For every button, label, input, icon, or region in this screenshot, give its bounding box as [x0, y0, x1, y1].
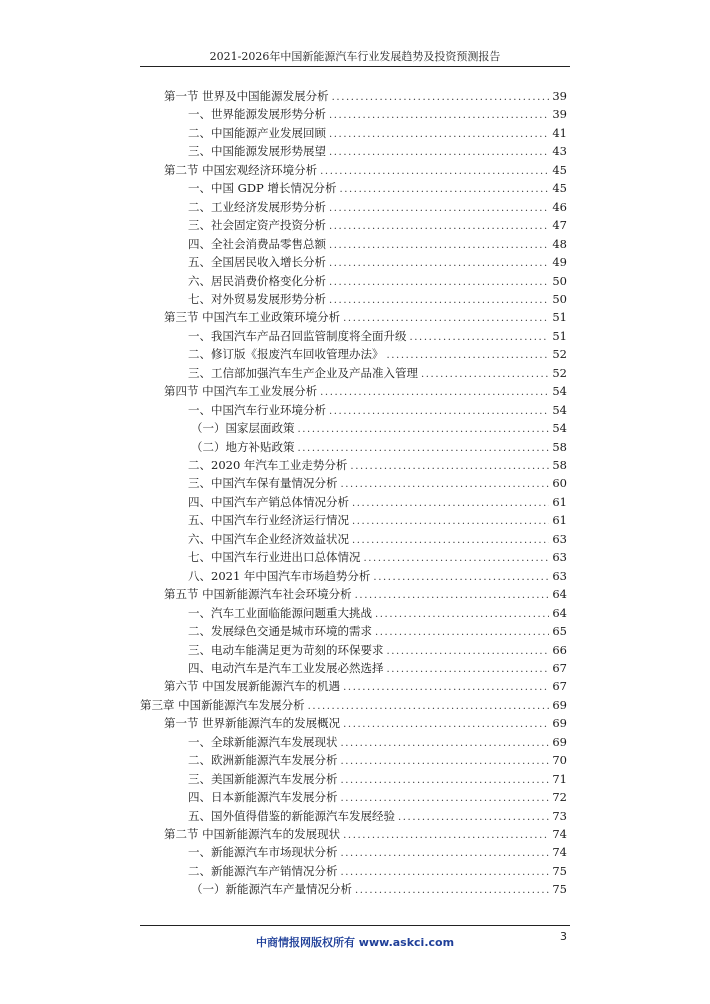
toc-dot-leader [387, 347, 550, 365]
toc-entry-title: 一、中国 GDP 增长情况分析 [188, 181, 337, 196]
toc-entry[interactable] [188, 548, 567, 566]
toc-entry[interactable] [188, 474, 567, 492]
toc-entry-title: 第六节 中国发展新能源汽车的机遇 [164, 679, 341, 694]
toc-entry[interactable] [188, 253, 567, 271]
toc-entry[interactable] [188, 733, 567, 751]
toc-entry-page: 72 [552, 790, 567, 805]
toc-entry[interactable] [188, 235, 567, 253]
toc-entry-title: 第三节 中国汽车工业政策环境分析 [164, 310, 341, 325]
toc-entry[interactable] [188, 142, 567, 160]
toc-entry-page: 75 [552, 863, 567, 878]
toc-dot-leader [320, 384, 549, 402]
toc-dot-leader [341, 772, 550, 790]
toc-entry-page: 50 [552, 291, 567, 306]
toc-dot-leader [410, 329, 550, 347]
toc-dot-leader [343, 679, 549, 697]
toc-entry-title: 三、中国能源发展形势展望 [188, 144, 326, 159]
toc-entry-page: 52 [552, 347, 567, 362]
toc-entry-page: 63 [552, 568, 567, 583]
toc-entry[interactable] [164, 382, 567, 400]
toc-dot-leader [341, 476, 550, 494]
toc-entry-title: 五、中国汽车行业经济运行情况 [188, 513, 349, 528]
toc-entry[interactable] [188, 807, 567, 825]
toc-dot-leader [352, 495, 549, 513]
toc-entry[interactable] [188, 105, 567, 123]
toc-entry-page: 66 [552, 642, 567, 657]
toc-entry[interactable] [188, 124, 567, 142]
toc-entry-title: 二、中国能源产业发展回顾 [188, 125, 326, 140]
toc-dot-leader [329, 237, 549, 255]
toc-entry-page: 75 [552, 882, 567, 897]
toc-entry[interactable] [164, 585, 567, 603]
toc-entry-page: 64 [552, 605, 567, 620]
toc-dot-leader [332, 89, 550, 107]
toc-entry-page: 69 [552, 734, 567, 749]
toc-entry-title: 第二节 中国新能源汽车的发展现状 [164, 827, 341, 841]
toc-entry-page: 61 [552, 513, 567, 528]
toc-entry-page: 74 [552, 827, 567, 841]
toc-entry[interactable] [164, 677, 567, 695]
toc-dot-leader [298, 421, 550, 439]
toc-entry-title: 四、中国汽车产销总体情况分析 [188, 494, 349, 509]
toc-dot-leader [341, 790, 550, 808]
toc-entry[interactable] [188, 272, 567, 290]
toc-dot-leader [320, 163, 549, 181]
document-header-title: 2021-2026年中国新能源汽车行业发展趋势及投资预测报告 [209, 50, 501, 63]
toc-entry[interactable] [188, 345, 567, 363]
toc-entry-page: 69 [552, 716, 567, 731]
toc-entry[interactable] [191, 880, 567, 898]
toc-entry-page: 43 [552, 144, 567, 159]
toc-entry-page: 51 [552, 328, 567, 343]
toc-dot-leader [329, 403, 549, 421]
toc-entry[interactable] [188, 493, 567, 511]
toc-entry-page: 46 [552, 199, 567, 214]
toc-entry-page: 67 [552, 660, 567, 675]
toc-entry-title: 三、中国汽车保有量情况分析 [188, 476, 338, 491]
toc-entry-page: 48 [552, 236, 567, 251]
toc-entry-page: 52 [552, 365, 567, 380]
toc-entry-title: 七、中国汽车行业进出口总体情况 [188, 550, 361, 565]
toc-dot-leader [341, 735, 550, 753]
toc-entry-page: 54 [552, 402, 567, 417]
toc-entry[interactable] [188, 659, 567, 677]
toc-dot-leader [352, 513, 549, 531]
toc-entry-title: 一、我国汽车产品召回监管制度将全面升级 [188, 328, 407, 343]
toc-entry-title: 一、全球新能源汽车发展现状 [188, 734, 338, 749]
toc-dot-leader [341, 845, 550, 863]
toc-entry-title: 三、社会固定资产投资分析 [188, 218, 326, 233]
toc-entry-page: 63 [552, 550, 567, 565]
toc-dot-leader [387, 661, 550, 679]
toc-entry-title: 三、美国新能源汽车发展分析 [188, 771, 338, 786]
toc-entry-title: 第一节 世界及中国能源发展分析 [164, 89, 329, 103]
toc-entry[interactable] [140, 696, 567, 714]
toc-dot-leader [329, 126, 549, 144]
toc-dot-leader [339, 181, 549, 199]
toc-dot-leader [343, 310, 549, 328]
toc-entry-title: 第三章 中国新能源汽车发展分析 [140, 697, 305, 712]
toc-dot-leader [352, 532, 549, 550]
toc-dot-leader [329, 144, 549, 162]
toc-entry[interactable] [188, 567, 567, 585]
toc-entry-page: 58 [552, 458, 567, 472]
toc-dot-leader [364, 550, 550, 568]
toc-entry-title: 五、国外值得借鉴的新能源汽车发展经验 [188, 808, 395, 823]
toc-entry-title: 六、中国汽车企业经济效益状况 [188, 531, 349, 546]
toc-entry-title: 一、世界能源发展形势分析 [188, 107, 326, 122]
page-number: 3 [560, 930, 567, 943]
toc-entry[interactable] [188, 511, 567, 529]
toc-entry-page: 41 [552, 125, 567, 140]
footer-copyright: 中商情报网版权所有 www.askci.com [255, 936, 455, 949]
toc-entry[interactable] [191, 419, 567, 437]
toc-entry-page: 50 [552, 273, 567, 288]
toc-entry-title: 二、欧洲新能源汽车发展分析 [188, 753, 338, 768]
toc-entry-title: 二、发展绿色交通是城市环境的需求 [188, 624, 372, 639]
toc-entry[interactable] [188, 198, 567, 216]
toc-entry-title: 二、新能源汽车产销情况分析 [188, 863, 338, 878]
toc-entry[interactable] [164, 714, 567, 732]
toc-entry-page: 69 [552, 697, 567, 712]
toc-entry[interactable] [164, 161, 567, 179]
toc-entry[interactable] [188, 401, 567, 419]
toc-entry-page: 60 [552, 476, 567, 491]
toc-entry-title: 七、对外贸易发展形势分析 [188, 291, 326, 306]
toc-dot-leader [308, 698, 550, 716]
toc-entry-title: 一、新能源汽车市场现状分析 [188, 845, 338, 860]
toc-dot-leader [375, 606, 549, 624]
toc-dot-leader [387, 643, 550, 661]
toc-entry[interactable] [188, 622, 567, 640]
toc-dot-leader [329, 107, 549, 125]
toc-entry[interactable] [188, 364, 567, 382]
toc-entry-page: 39 [552, 89, 567, 103]
toc-entry[interactable] [188, 641, 567, 659]
toc-entry-page: 61 [552, 494, 567, 509]
toc-entry-title: 二、工业经济发展形势分析 [188, 199, 326, 214]
toc-entry-page: 70 [552, 753, 567, 768]
toc-entry[interactable] [188, 788, 567, 806]
toc-entry[interactable] [188, 751, 567, 769]
toc-dot-leader [355, 587, 550, 605]
toc-entry-title: 四、全社会消费品零售总额 [188, 236, 326, 251]
toc-entry[interactable] [188, 862, 567, 880]
toc-entry[interactable] [188, 530, 567, 548]
toc-entry-title: 四、电动汽车是汽车工业发展必然选择 [188, 660, 384, 675]
toc-entry-page: 65 [552, 624, 567, 639]
toc-entry-page: 74 [552, 845, 567, 860]
toc-entry-title: 一、中国汽车行业环境分析 [188, 402, 326, 417]
toc-entry-page: 47 [552, 218, 567, 233]
toc-dot-leader [298, 440, 550, 458]
toc-entry-title: 五、全国居民收入增长分析 [188, 255, 326, 270]
toc-entry-title: 二、2020 年汽车工业走势分析 [188, 458, 348, 472]
toc-entry-title: 二、修订版《报废汽车回收管理办法》 [188, 347, 384, 362]
toc-entry-page: 51 [552, 310, 567, 325]
header-divider [140, 66, 570, 67]
toc-entry-title: 第四节 中国汽车工业发展分析 [164, 384, 318, 399]
toc-dot-leader [375, 624, 549, 642]
toc-entry[interactable] [188, 843, 567, 861]
toc-dot-leader [329, 274, 549, 292]
toc-entry-page: 45 [552, 162, 567, 177]
toc-entry-page: 73 [552, 808, 567, 823]
toc-entry[interactable] [188, 770, 567, 788]
toc-entry-title: 三、电动车能满足更为苛刻的环保要求 [188, 642, 384, 657]
toc-entry-title: （一）国家层面政策 [191, 421, 295, 436]
toc-dot-leader [341, 864, 550, 882]
toc-entry-page: 71 [552, 771, 567, 786]
toc-entry[interactable] [191, 438, 567, 456]
toc-entry-title: 四、日本新能源汽车发展分析 [188, 790, 338, 805]
toc-entry-title: 第五节 中国新能源汽车社会环境分析 [164, 587, 352, 602]
toc-entry-title: （一）新能源汽车产量情况分析 [191, 882, 352, 897]
toc-dot-leader [350, 458, 549, 476]
toc-entry[interactable] [164, 308, 567, 326]
toc-entry-title: 一、汽车工业面临能源问题重大挑战 [188, 605, 372, 620]
toc-entry-page: 54 [552, 384, 567, 399]
toc-entry-page: 39 [552, 107, 567, 122]
toc-dot-leader [373, 569, 549, 587]
toc-entry-title: （二）地方补贴政策 [191, 439, 295, 454]
toc-dot-leader [329, 218, 549, 236]
toc-entry[interactable] [164, 87, 567, 105]
toc-entry-page: 58 [552, 439, 567, 454]
toc-entry-page: 49 [552, 255, 567, 270]
toc-entry-title: 第一节 世界新能源汽车的发展概况 [164, 716, 341, 731]
toc-dot-leader [329, 292, 549, 310]
toc-entry[interactable] [188, 216, 567, 234]
toc-entry[interactable] [188, 327, 567, 345]
toc-entry-title: 八、2021 年中国汽车市场趋势分析 [188, 568, 371, 583]
toc-entry-title: 第二节 中国宏观经济环境分析 [164, 162, 318, 177]
toc-entry-title: 三、工信部加强汽车生产企业及产品准入管理 [188, 365, 418, 380]
toc-entry-page: 54 [552, 421, 567, 436]
toc-dot-leader [421, 366, 549, 384]
toc-entry[interactable] [164, 825, 567, 843]
toc-entry-page: 64 [552, 587, 567, 602]
toc-entry-page: 45 [552, 181, 567, 196]
toc-dot-leader [343, 716, 549, 734]
toc-dot-leader [341, 753, 550, 771]
toc-entry-page: 67 [552, 679, 567, 694]
toc-entry[interactable] [188, 290, 567, 308]
toc-dot-leader [398, 809, 549, 827]
toc-dot-leader [355, 882, 549, 900]
footer-divider [140, 925, 570, 926]
toc-entry-page: 63 [552, 531, 567, 546]
toc-entry-title: 六、居民消费价格变化分析 [188, 273, 326, 288]
toc-entry[interactable] [188, 604, 567, 622]
toc-entry[interactable] [188, 456, 567, 474]
toc-dot-leader [329, 200, 549, 218]
toc-dot-leader [343, 827, 549, 845]
toc-dot-leader [329, 255, 549, 273]
toc-entry[interactable] [188, 179, 567, 197]
